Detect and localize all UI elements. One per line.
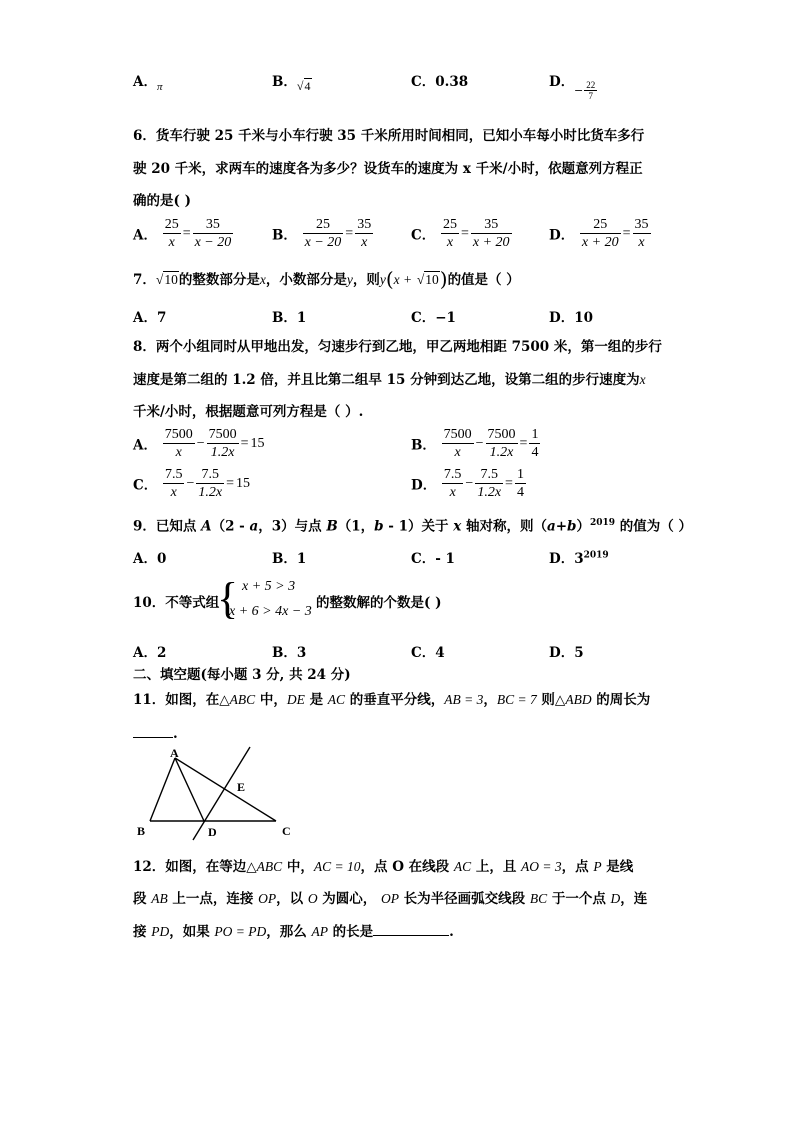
q7-option-d: D．10 bbox=[549, 310, 593, 326]
q9-option-c: C．- 1 bbox=[411, 551, 455, 567]
label-c: C bbox=[282, 824, 291, 838]
q6-line-2: 驶 20 千米，求两车的速度各为多少？设货车的速度为 x 千米/小时，依题意列方程正 bbox=[133, 161, 643, 177]
q7-stem: 7．√10的整数部分是x，小数部分是y，则y(x + √10)的值是（ ） bbox=[133, 267, 520, 291]
q9-option-a: A．0 bbox=[133, 551, 167, 567]
q11-answer-line: . bbox=[133, 724, 178, 743]
label-e: E bbox=[237, 780, 246, 794]
q10-stem-label: 10．不等式组 bbox=[133, 595, 220, 611]
q8-option-a: A． $\frac{7500}{x}$ − $\frac{7500}{1.2x}$ = 15 bbox=[133, 427, 265, 460]
q8-option-c: C． $\frac{7.5}{x}$ − $\frac{7.5}{1.2x}$ = 15 bbox=[133, 467, 250, 500]
q11-stem: 11．如图，在△ABC 中，DE 是 AC 的垂直平分线，AB = 3，BC = 7 则△ABD 的周长为 bbox=[133, 692, 651, 708]
q10-option-a: A．2 bbox=[133, 645, 167, 661]
q7-option-c: C．−1 bbox=[411, 310, 456, 326]
q5-option-d: D． bbox=[549, 74, 575, 90]
q6-line-1: 6．货车行驶 25 千米与小车行驶 35 千米所用时间相同，已知小车每小时比货车多行 bbox=[133, 128, 645, 144]
q11-triangle-figure bbox=[136, 742, 296, 842]
q6-option-a: A． $\frac{25}{x}$ = $\frac{35}{x - 20}$ bbox=[133, 217, 232, 250]
q6-option-b: B． $\frac{25}{x - 20}$ = $\frac{35}{x}$ bbox=[272, 217, 372, 250]
q10-option-b: B．3 bbox=[272, 645, 307, 661]
q10-option-c: C．4 bbox=[411, 645, 445, 661]
q7-option-b: B．1 bbox=[272, 310, 307, 326]
q6-option-c: C． $\frac{25}{x}$ = $\frac{35}{x + 20}$ bbox=[411, 217, 510, 250]
q9-option-d: D．$3^{2019}$ bbox=[549, 550, 609, 567]
q5-option-a: A．$_\pi$ bbox=[133, 74, 163, 93]
q8-option-d: D． $\frac{7.5}{x}$ − $\frac{7.5}{1.2x}$ = $\frac{1}{4}$ bbox=[411, 467, 524, 500]
q12-line-1: 12．如图，在等边△ABC 中，AC = 10，点 O 在线段 AC 上，且 AO = 3，点 P 是线 bbox=[133, 859, 634, 875]
q9-stem: 9．已知点 A（2 - a，3）与点 B（1，b - 1）关于 x 轴对称，则$(a+b)^{2019}$ 的值为（ ） bbox=[133, 518, 692, 535]
side-ab bbox=[150, 758, 175, 821]
q12-line-3: 接 PD，如果 PO = PD，那么 AP 的长是 . bbox=[133, 924, 454, 940]
label-b: B bbox=[137, 824, 146, 838]
q6-line-3: 确的是( ) bbox=[133, 193, 191, 209]
q10-option-d: D．5 bbox=[549, 645, 584, 661]
q12-line-2: 段 AB 上一点，连接 OP，以 O 为圆心， OP 长为半径画弧交线段 BC 于一个点 D，连 bbox=[133, 891, 648, 907]
q8-line-2: 速度是第二组的 1.2 倍，并且比第二组早 15 分钟到达乙地，设第二组的步行速度为x bbox=[133, 372, 646, 388]
q8-option-b: B． $\frac{7500}{x}$ − $\frac{7500}{1.2x}$ = $\frac{1}{4}$ bbox=[411, 427, 539, 460]
q7-option-a: A．7 bbox=[133, 310, 167, 326]
q10-inequality-2: x + 6 > 4x − 3 bbox=[229, 604, 312, 619]
label-a: A bbox=[170, 746, 179, 760]
q5-option-b: B．√4 bbox=[272, 74, 311, 93]
q6-option-d: D． $\frac{25}{x + 20}$ = $\frac{35}{x}$ bbox=[549, 217, 649, 250]
q5-option-d-value: − $\frac{22}{7}$ bbox=[574, 80, 596, 101]
brace-glyph: { bbox=[217, 574, 239, 623]
q9-option-b: B．1 bbox=[272, 551, 307, 567]
label-d: D bbox=[208, 825, 217, 839]
q10-stem-end: 的整数解的个数是( ) bbox=[316, 595, 442, 611]
q8-line-1: 8．两个小组同时从甲地出发，匀速步行到乙地，甲乙两地相距 7500 米，第一组的步行 bbox=[133, 339, 662, 355]
q5-option-c: C．0.38 bbox=[411, 74, 469, 90]
section-2-title: 二、填空题(每小题 3 分, 共 24 分) bbox=[133, 667, 351, 683]
q10-inequality-1: x + 5 > 3 bbox=[242, 579, 296, 594]
q8-line-3: 千米/小时，根据题意可列方程是（ ）. bbox=[133, 404, 364, 420]
